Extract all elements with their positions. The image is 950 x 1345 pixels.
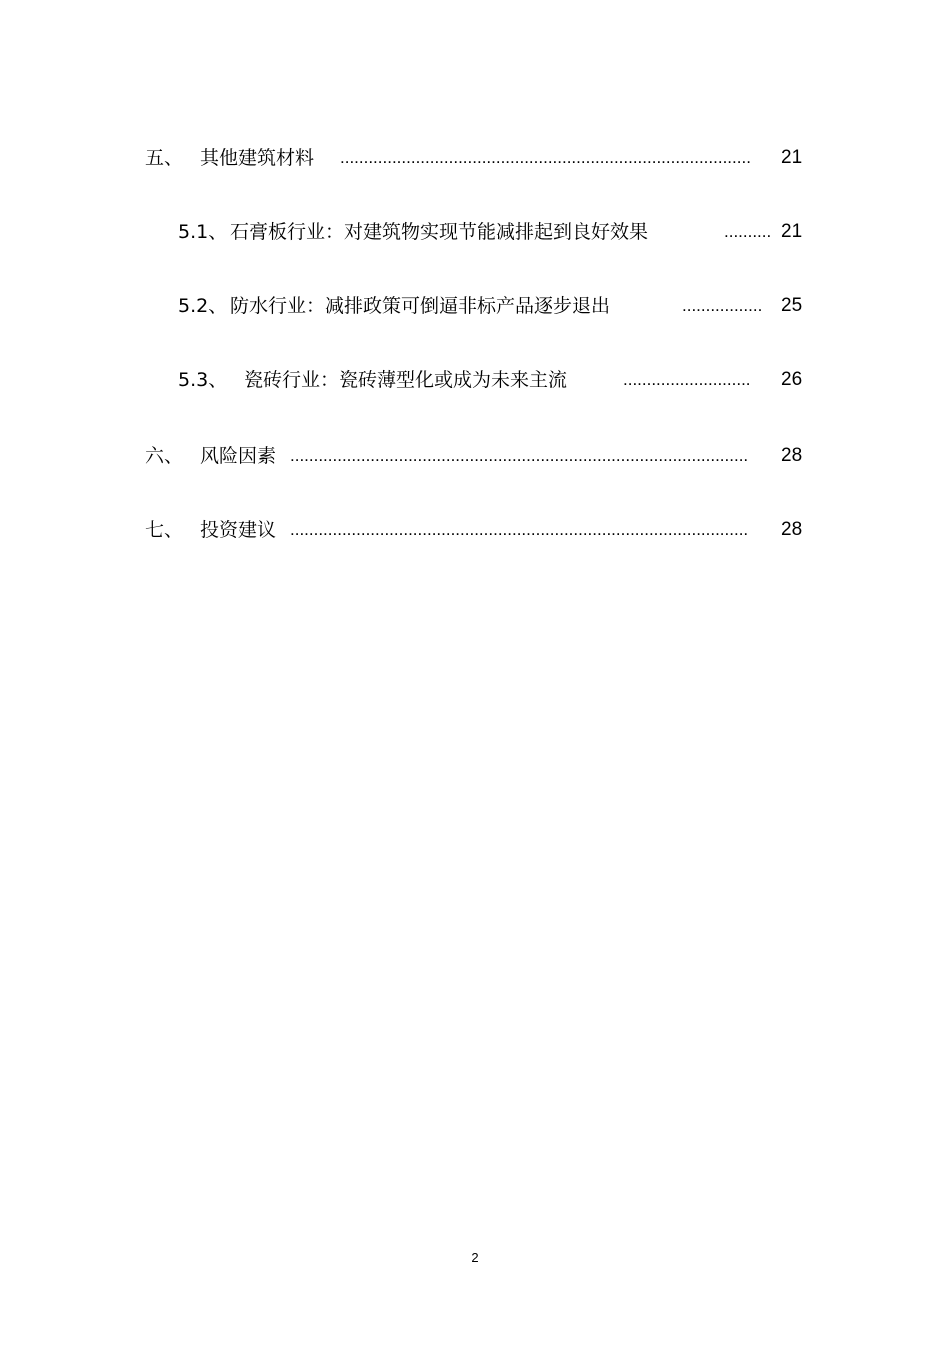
- toc-leader-dots: .................: [682, 296, 763, 315]
- toc-leader-dots: ..........: [724, 222, 772, 241]
- toc-entry-number: 5.3、: [178, 369, 228, 391]
- toc-entry-title: 瓷砖行业：瓷砖薄型化或成为未来主流: [244, 369, 568, 391]
- toc-entry-number: 5.2、: [178, 295, 228, 317]
- toc-entry-title: 其他建筑材料: [200, 147, 315, 169]
- toc-entry-page: 21: [781, 147, 803, 168]
- toc-entry-risk-factors[interactable]: [145, 441, 825, 471]
- toc-entry-title: 风险因素: [200, 445, 277, 467]
- toc-entry-number: 六、: [145, 445, 184, 467]
- toc-leader-dots: ...........................: [623, 370, 751, 389]
- toc-entry-number: 5.1、: [178, 221, 228, 243]
- toc-entry-title: 投资建议: [200, 519, 277, 541]
- page-number: 2: [471, 1250, 479, 1265]
- toc-leader-dots: .................................................................................................: [290, 520, 749, 539]
- toc-entry-page: 26: [781, 369, 803, 390]
- toc-entry-title: 石膏板行业：对建筑物实现节能减排起到良好效果: [230, 221, 649, 243]
- toc-entry-ceramic-tile[interactable]: [178, 365, 818, 395]
- toc-entry-number: 五、: [145, 147, 184, 169]
- toc-entry-other-materials[interactable]: [145, 143, 825, 173]
- toc-leader-dots: .................................................................................................: [290, 446, 749, 465]
- toc-entry-page: 25: [781, 295, 803, 316]
- toc-entry-page: 21: [781, 221, 803, 242]
- toc-entry-number: 七、: [145, 519, 184, 541]
- toc-entry-waterproofing[interactable]: [178, 291, 818, 321]
- toc-entry-page: 28: [781, 445, 803, 466]
- toc-leader-dots: .......................................................................................: [340, 148, 751, 167]
- toc-entry-title: 防水行业：减排政策可倒逼非标产品逐步退出: [230, 295, 611, 317]
- toc-entry-investment-advice[interactable]: [145, 515, 825, 545]
- toc-entry-gypsum-board[interactable]: [178, 217, 818, 247]
- toc-entry-page: 28: [781, 519, 803, 540]
